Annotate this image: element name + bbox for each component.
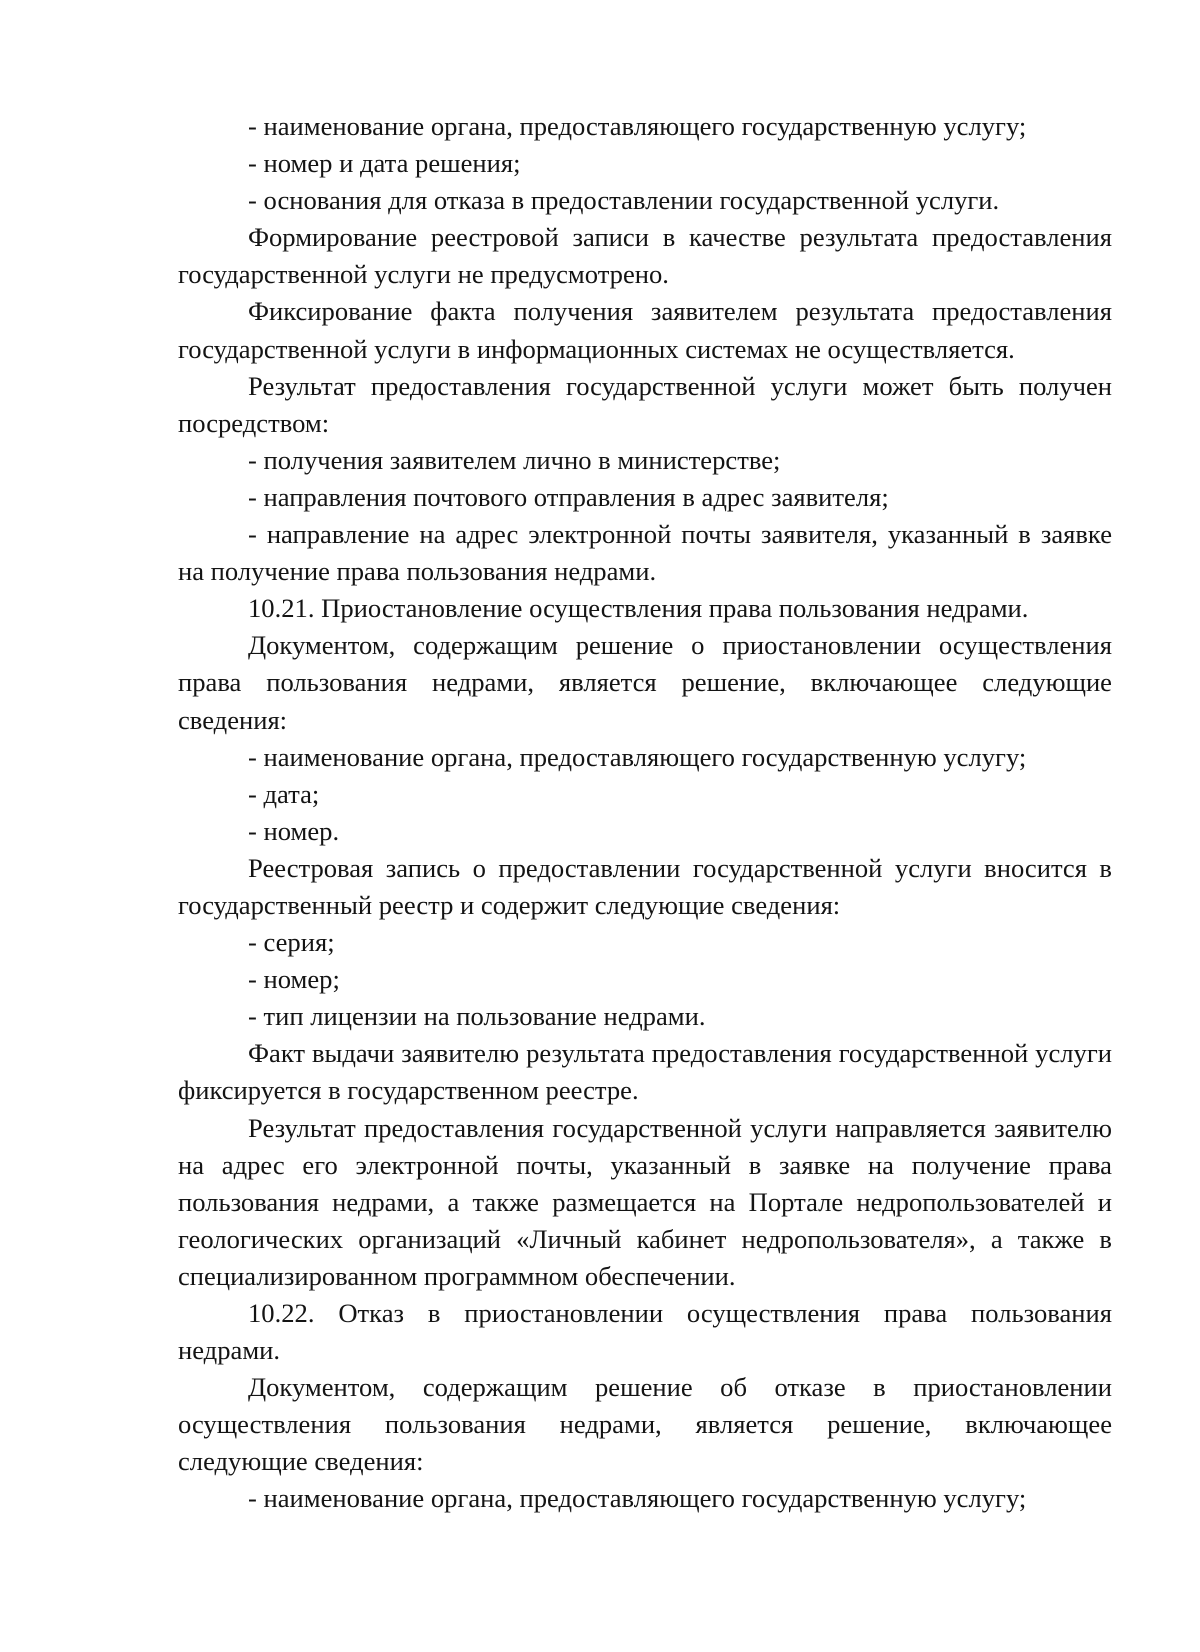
paragraph: Факт выдачи заявителю результата предоставления государственной услуги фиксируется в государственном реестре. [178,1038,1112,1106]
list-item: - направления почтового отправления в адрес заявителя; [248,481,889,512]
paragraph: Результат предоставления государственной услуги может быть получен посредством: [178,370,1112,438]
list-item: - номер. [248,815,340,846]
paragraph: Документом, содержащим решение об отказе в приостановлении осуществления пользования недрами, является решение, включающее следующие сведения: [178,1372,1112,1477]
list-item: - тип лицензии на пользование недрами. [248,1001,706,1032]
section-heading: 10.22. Отказ в приостановлении осуществления права пользования недрами. [178,1298,1112,1366]
paragraph: Документом, содержащим решение о приостановлении осуществления права пользования недрами, является решение, включающее следующие сведения: [178,630,1112,735]
list-item: - наименование органа, предоставляющего государственную услугу; [248,111,1027,141]
paragraph: - направление на адрес электронной почты заявителя, указанный в заявке на получение права пользования недрами. [178,519,1112,587]
list-item: - наименование органа, предоставляющего государственную услугу; [248,1483,1027,1514]
document-page [178,108,1112,1518]
paragraph: Фиксирование факта получения заявителем результата предоставления государственной услуги в информационных системах не осуществляется. [178,296,1112,364]
paragraph: Результат предоставления государственной услуги направляется заявителю на адрес его электронной почты, указанный в заявке на получение права пользования недрами, а также размещается на Портале недропользователей и геологических организаций «Личный кабинет недропользователя», а также в специализированном программном обеспечении. [178,1112,1112,1291]
list-item: - серия; [248,927,335,958]
paragraph: Реестровая запись о предоставлении государственной услуги вносится в государственный реестр и содержит следующие сведения: [178,852,1112,920]
list-item: - номер и дата решения; [248,148,521,179]
list-item: - основания для отказа в предоставлении государственной услуги. [248,185,1000,216]
list-item: - наименование органа, предоставляющего государственную услугу; [248,741,1027,772]
section-heading: 10.21. Приостановление осуществления права пользования недрами. [248,593,1029,624]
paragraph: Формирование реестровой записи в качестве результата предоставления государственной услуги не предусмотрено. [178,222,1112,290]
list-item: - дата; [248,778,320,809]
list-item: - получения заявителем лично в министерстве; [248,444,781,475]
list-item: - номер; [248,964,340,995]
